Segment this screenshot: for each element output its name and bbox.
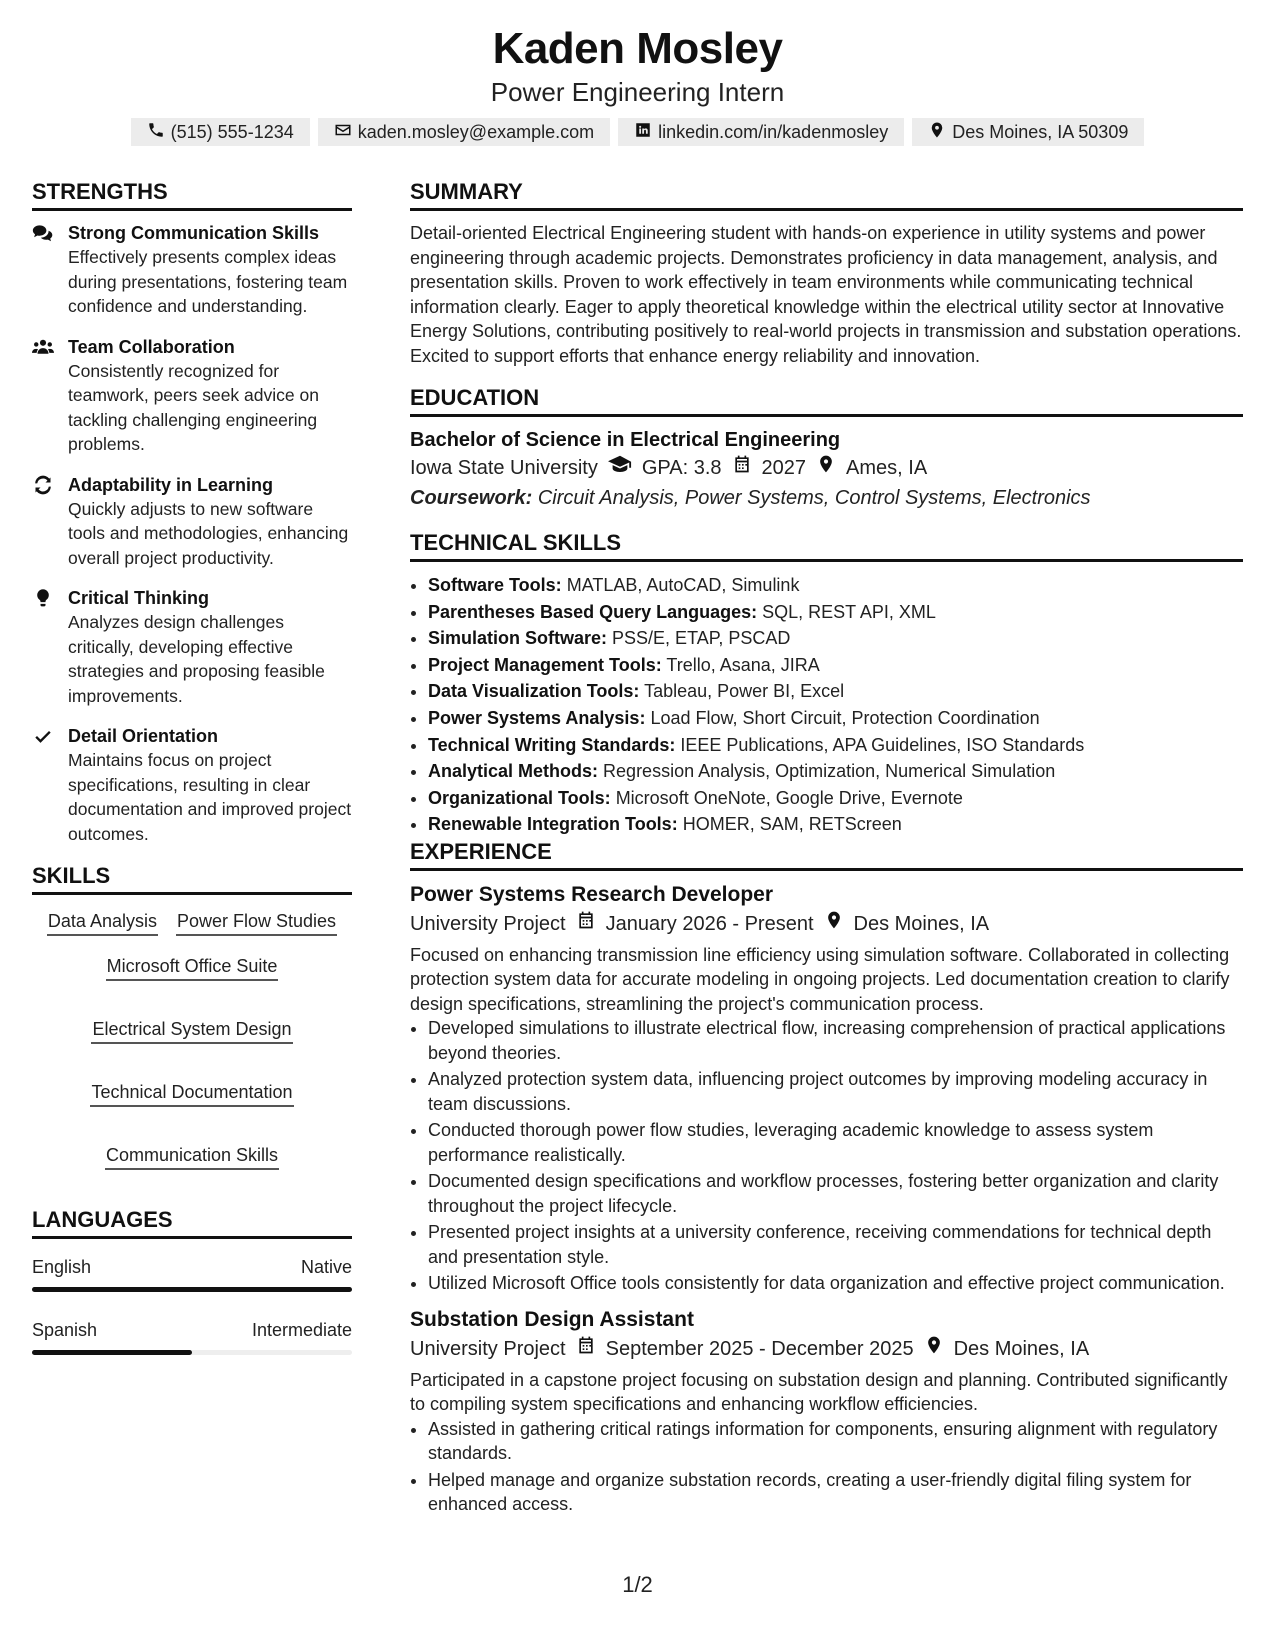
strengths-list xyxy=(32,221,352,846)
skill-tag: Technical Documentation xyxy=(90,1080,293,1107)
linkedin-text: linkedin.com/in/kadenmosley xyxy=(658,121,889,142)
school-name: Iowa State University xyxy=(410,457,598,479)
page-number: 1/2 xyxy=(622,1572,653,1597)
education-location: Ames, IA xyxy=(846,457,928,479)
job-bullets xyxy=(410,1417,1243,1517)
strength-desc: Consistently recognized for teamwork, peers seek advice on tackling challenging engineering problems. xyxy=(68,360,319,454)
skill-label: Data Visualization Tools: xyxy=(428,681,640,702)
strength-desc: Quickly adjusts to new software tools and methodologies, enhancing overall project productivity. xyxy=(68,498,349,568)
skill-tag: Power Flow Studies xyxy=(176,909,337,936)
strength-item xyxy=(32,335,352,457)
linkedin-icon xyxy=(634,121,652,144)
users-icon xyxy=(32,335,54,457)
language-name: Spanish xyxy=(32,1320,98,1340)
technical-skill-item xyxy=(428,678,1243,705)
lightbulb-icon xyxy=(32,586,54,708)
strength-desc: Maintains focus on project specifications, resulting in clear documentation and improved project outcomes. xyxy=(68,750,352,844)
skill-label: Parentheses Based Query Languages: xyxy=(428,601,758,622)
map-pin-icon xyxy=(816,453,836,483)
job-org: University Project xyxy=(410,1337,566,1360)
strength-title: Adaptability in Learning xyxy=(68,474,274,495)
strength-item xyxy=(32,473,352,571)
language-bar xyxy=(32,1287,352,1292)
skills-tags xyxy=(32,905,352,1170)
strength-item xyxy=(32,724,352,846)
contact-location[interactable] xyxy=(912,118,1144,146)
skill-label: Analytical Methods: xyxy=(428,761,599,782)
skill-label: Organizational Tools: xyxy=(428,787,611,808)
comments-icon xyxy=(32,221,54,319)
education-degree: Bachelor of Science in Electrical Engineering xyxy=(410,429,841,451)
technical-skill-item xyxy=(428,732,1243,759)
job-bullet: • Analyzed protection system data, influencing project outcomes by improving modeling accuracy in team discussions. xyxy=(428,1067,1243,1116)
map-pin-icon xyxy=(824,909,844,939)
job-meta xyxy=(410,1334,1243,1364)
skill-tag: Microsoft Office Suite xyxy=(106,954,279,981)
check-icon xyxy=(32,724,54,846)
location-text: Des Moines, IA 50309 xyxy=(952,121,1129,142)
job-bullet: • Assisted in gathering critical ratings information for components, ensuring alignment with regulatory standards. xyxy=(428,1417,1243,1466)
coursework xyxy=(410,483,1243,513)
map-pin-icon xyxy=(928,121,946,144)
candidate-name: Kaden Mosley xyxy=(492,24,783,73)
job-meta xyxy=(410,909,1243,939)
contact-linkedin[interactable] xyxy=(618,118,904,146)
job-dates: January 2026 - Present xyxy=(605,912,814,935)
skill-value: Trello, Asana, JIRA xyxy=(666,654,820,675)
job-bullet: • Utilized Microsoft Office tools consistently for data organization and effective project communication. xyxy=(428,1271,1243,1296)
strengths-heading: STRENGTHS xyxy=(32,178,352,211)
skill-value: MATLAB, AutoCAD, Simulink xyxy=(566,575,800,595)
skill-value: Microsoft OneNote, Google Drive, Evernote xyxy=(615,787,963,808)
contact-phone[interactable] xyxy=(131,118,310,146)
envelope-icon xyxy=(334,121,352,144)
strength-item xyxy=(32,586,352,708)
skill-label: Technical Writing Standards: xyxy=(428,734,676,755)
skill-value: IEEE Publications, APA Guidelines, ISO Standards xyxy=(680,734,1085,755)
skill-value: Load Flow, Short Circuit, Protection Coordination xyxy=(650,707,1040,728)
job-title: Substation Design Assistant xyxy=(410,1307,694,1331)
skill-value: Tableau, Power BI, Excel xyxy=(644,681,845,702)
strength-title: Team Collaboration xyxy=(68,336,235,357)
education-heading: EDUCATION xyxy=(410,384,1243,417)
phone-icon xyxy=(147,121,165,144)
calendar-icon xyxy=(732,453,752,483)
job-title: Power Systems Research Developer xyxy=(410,882,774,906)
job-bullet: • Helped manage and organize substation records, creating a user-friendly digital filing system for enhanced access. xyxy=(428,1468,1243,1517)
skill-tag: Electrical System Design xyxy=(91,1017,292,1044)
calendar-icon xyxy=(576,1334,596,1364)
strength-desc: Analyzes design challenges critically, developing effective strategies and proposing feasible improvements. xyxy=(68,612,325,706)
summary-text: Detail-oriented Electrical Engineering student with hands-on experience in utility systems and power engineering through academic projects. Demonstrates proficiency in data management, analysis, and presentation skills. Proven to work effectively in team environments while communicating technical information clearly. Eager to apply theoretical knowledge within the electrical utility sector at Innovative Energy Solutions, contributing positively to real-world projects in transmission and substation operations. Excited to support efforts that enhance energy reliability and innovation. xyxy=(410,223,1242,366)
job-location: Des Moines, IA xyxy=(853,912,990,935)
skill-label: Software Tools: xyxy=(428,575,562,595)
gpa-text: GPA: 3.8 xyxy=(641,457,722,479)
language-name: English xyxy=(32,1257,92,1277)
language-bar-fill xyxy=(32,1287,352,1292)
technical-skill-item xyxy=(428,599,1243,626)
strength-title: Detail Orientation xyxy=(68,726,219,746)
experience-heading: EXPERIENCE xyxy=(410,838,1243,871)
phone-text: (515) 555-1234 xyxy=(170,121,294,142)
candidate-role: Power Engineering Intern xyxy=(490,77,785,107)
technical-skills-list xyxy=(410,572,1243,838)
languages-list xyxy=(32,1249,352,1355)
technical-skill-item xyxy=(428,625,1243,652)
job-description: Focused on enhancing transmission line efficiency using simulation software. Collaborated in collecting protection system data for accurate modeling in ongoing projects. Led documentation creation to clarify design specifications, streamlining the project's communication process. xyxy=(410,944,1230,1014)
technical-skill-item xyxy=(428,785,1243,812)
technical-skill-item xyxy=(428,705,1243,732)
languages-heading: LANGUAGES xyxy=(32,1206,352,1239)
job-location: Des Moines, IA xyxy=(953,1337,1090,1360)
map-pin-icon xyxy=(924,1334,944,1364)
technical-skill-item xyxy=(428,652,1243,679)
job-dates: September 2025 - December 2025 xyxy=(605,1337,914,1360)
resume-header xyxy=(0,22,1275,146)
strength-desc: Effectively presents complex ideas during presentations, fostering team confidence and understanding. xyxy=(68,247,348,316)
job-description: Participated in a capstone project focusing on substation design and planning. Contributed significantly to compiling system specifications and enhancing workflow efficiencies. xyxy=(410,1369,1228,1415)
contact-bar xyxy=(0,118,1275,146)
technical-skills-heading: TECHNICAL SKILLS xyxy=(410,529,1243,562)
language-item xyxy=(32,1255,352,1292)
language-item xyxy=(32,1318,352,1355)
left-column xyxy=(32,178,352,1381)
right-column xyxy=(410,178,1243,1527)
job-org: University Project xyxy=(410,912,566,935)
technical-skill-item xyxy=(428,811,1243,838)
refresh-icon xyxy=(32,473,54,571)
skills-heading: SKILLS xyxy=(32,862,352,895)
skill-tag: Data Analysis xyxy=(47,909,158,936)
graduation-year: 2027 xyxy=(761,457,807,479)
technical-skill-item xyxy=(428,758,1243,785)
language-bar xyxy=(32,1350,352,1355)
job-bullets xyxy=(410,1016,1243,1296)
contact-email[interactable] xyxy=(318,118,610,146)
skill-label: Project Management Tools: xyxy=(428,654,662,675)
job-bullet: • Conducted thorough power flow studies, leveraging academic knowledge to assess system performance realistically. xyxy=(428,1118,1243,1167)
education-meta xyxy=(410,453,1243,483)
skill-label: Power Systems Analysis: xyxy=(428,707,646,728)
summary-heading: SUMMARY xyxy=(410,178,1243,211)
language-level: Native xyxy=(300,1257,352,1277)
job-bullet: • Presented project insights at a university conference, receiving commendations for technical depth and presentation style. xyxy=(428,1220,1243,1269)
skill-value: PSS/E, ETAP, PSCAD xyxy=(612,628,791,649)
job-bullet: • Developed simulations to illustrate electrical flow, increasing comprehension of practical applications beyond theories. xyxy=(428,1016,1243,1065)
email-text: kaden.mosley@example.com xyxy=(357,121,595,142)
language-level: Intermediate xyxy=(251,1320,352,1340)
coursework-text: Circuit Analysis, Power Systems, Control Systems, Electronics xyxy=(537,487,1091,509)
skill-value: Regression Analysis, Optimization, Numerical Simulation xyxy=(603,761,1056,782)
job-entry xyxy=(410,1306,1243,1517)
technical-skill-item xyxy=(428,572,1243,599)
coursework-label: Coursework: xyxy=(410,487,533,509)
skill-label: Renewable Integration Tools: xyxy=(428,814,678,835)
calendar-icon xyxy=(576,909,596,939)
skill-value: SQL, REST API, XML xyxy=(762,601,936,622)
skill-label: Simulation Software: xyxy=(428,628,608,649)
skill-tag: Communication Skills xyxy=(105,1143,279,1170)
strength-item xyxy=(32,221,352,319)
graduation-cap-icon xyxy=(608,453,632,483)
strength-title: Critical Thinking xyxy=(68,588,210,608)
job-bullet: • Documented design specifications and workflow processes, fostering better organization and clarity throughout the project lifecycle. xyxy=(428,1169,1243,1218)
strength-title: Strong Communication Skills xyxy=(68,223,320,243)
job-entry xyxy=(410,881,1243,1296)
language-bar-fill xyxy=(32,1350,192,1355)
skill-value: HOMER, SAM, RETScreen xyxy=(682,814,902,835)
